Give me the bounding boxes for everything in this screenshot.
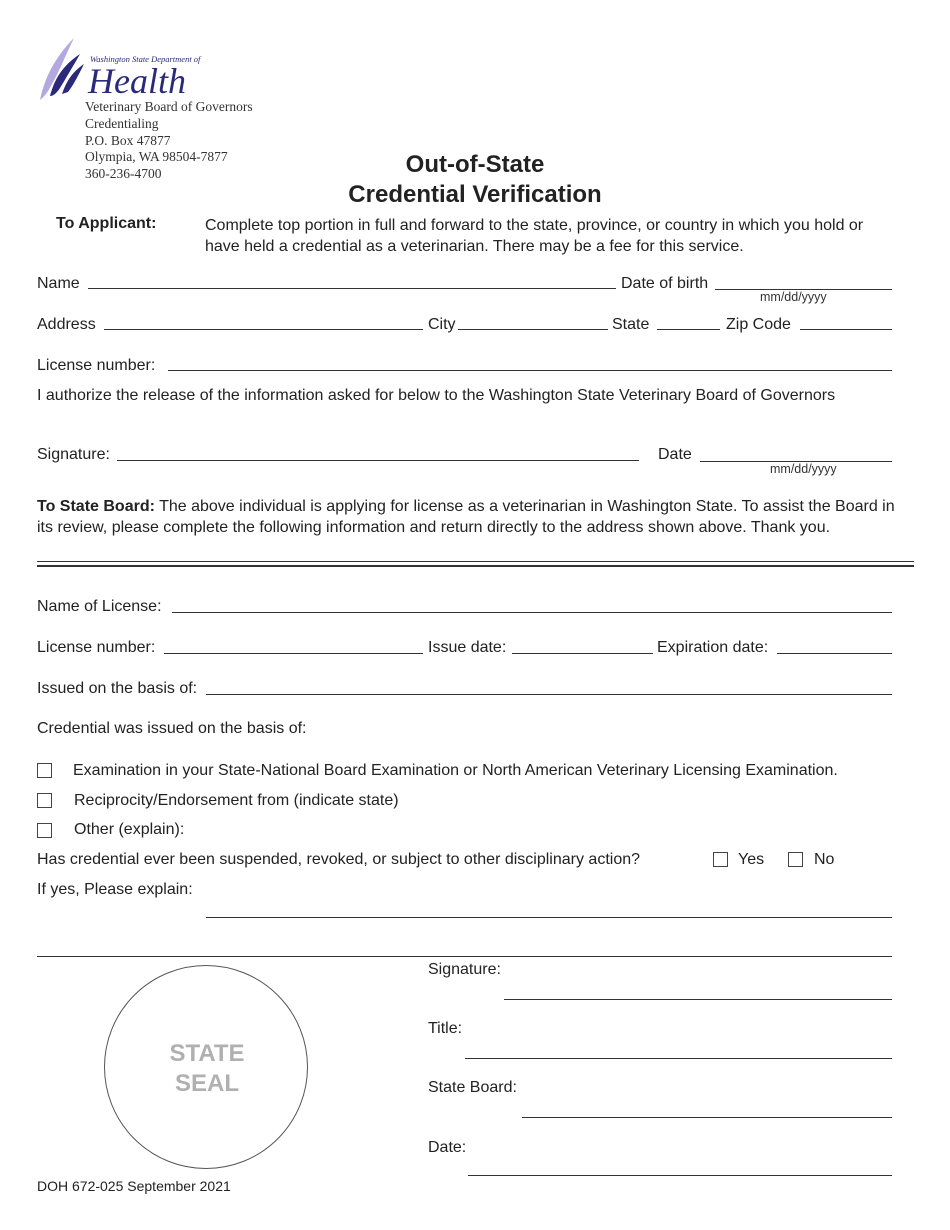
name-label: Name xyxy=(37,275,80,292)
form-id-footer: DOH 672-025 September 2021 xyxy=(37,1178,231,1194)
board-date-field[interactable] xyxy=(468,1175,892,1176)
applicant-instructions: Complete top portion in full and forward to the state, province, or country in which you hold or have held a credential as a veterinarian. There may be a fee for this service. xyxy=(205,217,864,255)
doh-logo xyxy=(36,36,201,102)
city-label: City xyxy=(428,316,456,333)
no-checkbox[interactable] xyxy=(788,852,803,867)
credential-basis-label: Credential was issued on the basis of: xyxy=(37,720,307,737)
yes-label: Yes xyxy=(738,851,765,868)
license-number-field[interactable] xyxy=(168,370,892,371)
board-license-number-field[interactable] xyxy=(164,653,423,654)
dob-label: Date of birth xyxy=(621,275,709,292)
explain-field[interactable] xyxy=(206,917,892,918)
reciprocity-checkbox[interactable] xyxy=(37,793,52,808)
authorization-text: I authorize the release of the information asked for below to the Washington State Veterinary Board of Governors xyxy=(37,387,836,404)
city-field[interactable] xyxy=(458,329,608,330)
seal-line-2: SEAL xyxy=(174,1070,239,1097)
board-license-number-label: License number: xyxy=(37,639,156,656)
address-line: P.O. Box 47877 xyxy=(85,132,171,148)
state-board-name-label: State Board: xyxy=(428,1079,517,1096)
state-board-instructions xyxy=(37,496,897,538)
title-line-1: Out-of-State xyxy=(405,151,545,178)
address-line: Credentialing xyxy=(85,115,159,131)
board-signature-label: Signature: xyxy=(428,961,501,978)
address-line: Veterinary Board of Governors xyxy=(85,99,253,114)
issue-date-label: Issue date: xyxy=(428,639,507,656)
expiration-date-field[interactable] xyxy=(777,653,892,654)
seal-section-divider xyxy=(37,956,892,957)
applicant-date-hint: mm/dd/yyyy xyxy=(770,462,837,476)
section-divider xyxy=(37,561,914,567)
board-signature-field[interactable] xyxy=(504,999,892,1000)
form-title xyxy=(275,150,675,210)
applicant-signature-label: Signature: xyxy=(37,446,110,463)
state-board-name-field[interactable] xyxy=(522,1117,892,1118)
board-address xyxy=(85,99,253,183)
license-name-label: Name of License: xyxy=(37,598,162,615)
address-field[interactable] xyxy=(104,329,423,330)
seal-text xyxy=(105,1039,309,1099)
issued-basis-label: Issued on the basis of: xyxy=(37,680,198,697)
expiration-date-label: Expiration date: xyxy=(657,639,769,656)
applicant-signature-field[interactable] xyxy=(117,460,639,461)
seal-line-1: STATE xyxy=(169,1040,245,1067)
name-field[interactable] xyxy=(88,288,616,289)
explain-label: If yes, Please explain: xyxy=(37,881,193,898)
board-title-field[interactable] xyxy=(465,1058,892,1059)
address-line: Olympia, WA 98504-7877 xyxy=(85,149,228,165)
title-line-2: Credential Verification xyxy=(348,181,602,208)
issued-basis-field[interactable] xyxy=(206,694,892,695)
license-number-label: License number: xyxy=(37,357,156,374)
zip-label: Zip Code xyxy=(726,316,791,333)
license-name-field[interactable] xyxy=(172,612,892,613)
state-field[interactable] xyxy=(657,329,720,330)
exam-checkbox[interactable] xyxy=(37,763,52,778)
yes-checkbox[interactable] xyxy=(713,852,728,867)
state-board-text: The above individual is applying for license as a veterinarian in Washington State. To assist the Board in its review, please complete the following information and return directly to the address shown above. Thank you. xyxy=(37,498,895,536)
board-title-label: Title: xyxy=(428,1020,463,1037)
to-applicant-label: To Applicant: xyxy=(56,215,157,232)
feather-icon xyxy=(36,36,88,102)
dob-format-hint: mm/dd/yyyy xyxy=(760,290,827,304)
to-state-board-label: To State Board: xyxy=(37,498,155,515)
state-label: State xyxy=(612,316,650,333)
applicant-date-label: Date xyxy=(658,446,692,463)
exam-option-label: Examination in your State-National Board Examination or North American Veterinary Licensing Examination. xyxy=(73,762,838,779)
issue-date-field[interactable] xyxy=(512,653,653,654)
no-label: No xyxy=(814,851,835,868)
other-checkbox[interactable] xyxy=(37,823,52,838)
zip-field[interactable] xyxy=(800,329,892,330)
dept-health-text: Health xyxy=(88,61,186,101)
address-line: 360-236-4700 xyxy=(85,166,162,182)
disciplinary-question: Has credential ever been suspended, revoked, or subject to other disciplinary action? xyxy=(37,851,641,868)
dept-small-text: Washington State Department of xyxy=(90,54,201,64)
state-seal-area xyxy=(104,965,308,1169)
other-option-label: Other (explain): xyxy=(74,821,185,838)
board-date-label: Date: xyxy=(428,1139,467,1156)
address-label: Address xyxy=(37,316,96,333)
reciprocity-option-label: Reciprocity/Endorsement from (indicate state) xyxy=(74,792,399,809)
